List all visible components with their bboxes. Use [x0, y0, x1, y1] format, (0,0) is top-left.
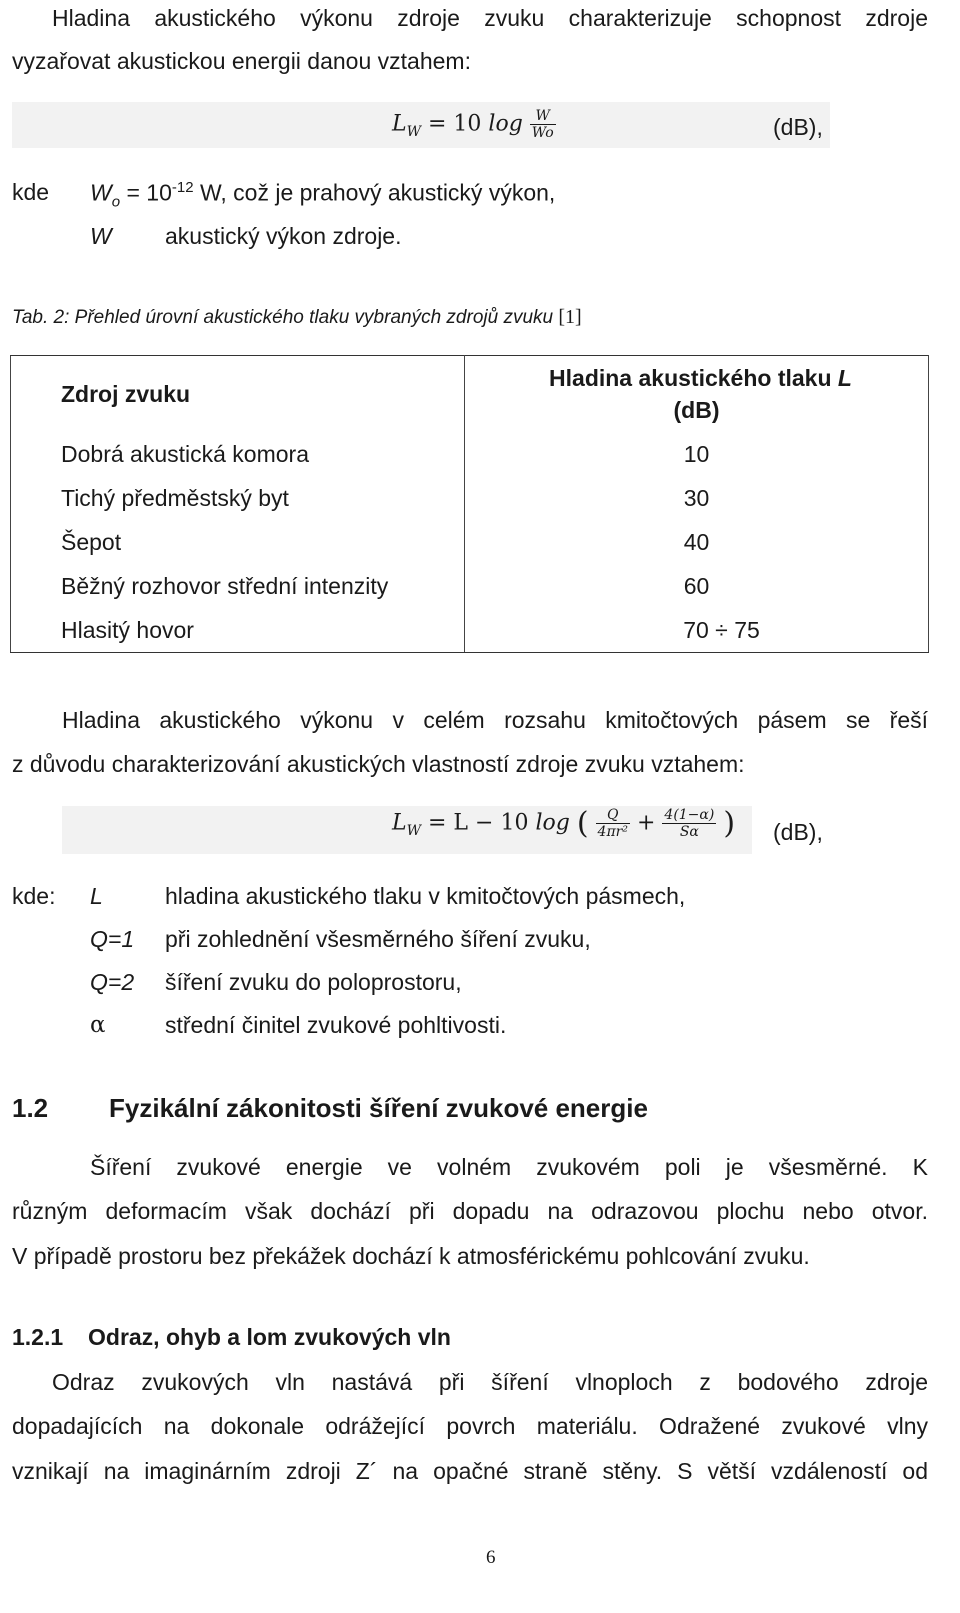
- section-1-2-number: 1.2: [12, 1093, 49, 1123]
- eq1-denominator: Wo: [531, 125, 554, 141]
- equation-2: [392, 806, 735, 841]
- page-number: 6: [486, 1547, 496, 1568]
- where2-symbol: [90, 969, 134, 996]
- table-header-row: [11, 356, 929, 433]
- where2-symbol: α: [90, 1012, 106, 1038]
- table-header-level-line2: (dB): [673, 397, 720, 423]
- where1-r1-exponent: -12: [171, 179, 194, 196]
- table-cell-level: 30: [465, 476, 929, 520]
- eq2-lhs: L: [392, 810, 407, 836]
- eq2-f2-denominator: Sα: [679, 824, 699, 840]
- table-row: [11, 520, 929, 564]
- sound-level-table: [10, 355, 929, 653]
- where2-kde: kde:: [12, 883, 56, 909]
- table-header-source: Zdroj zvuku: [11, 356, 465, 433]
- where1-r2-text: akustický výkon zdroje.: [165, 223, 402, 249]
- eq1-fraction: [530, 108, 556, 141]
- table-cell-level: 70 ÷ 75: [465, 608, 929, 653]
- where1-r1-symbol: W: [90, 179, 112, 206]
- intro-line-2: vyzařovat akustickou energii danou vztahem:: [12, 48, 471, 74]
- where1-r2-symbol-text: W: [90, 223, 112, 249]
- where2-symbol-text: Q=1: [90, 926, 135, 952]
- table-cell-source: Šepot: [11, 520, 465, 564]
- eq2-log: log: [535, 810, 570, 836]
- eq1-equals: = 10: [428, 111, 482, 137]
- eq2-f2-numerator: 4(1−α): [664, 807, 715, 823]
- where2-symbol-text: Q=2: [90, 969, 135, 995]
- table-row: [11, 608, 929, 653]
- eq1-unit: (dB),: [773, 114, 823, 140]
- table-cell-level: 10: [465, 432, 929, 476]
- where2-text: hladina akustického tlaku v kmitočtových pásmech,: [165, 883, 686, 909]
- where2-symbol-text: L: [90, 883, 103, 909]
- table-row: [11, 476, 929, 520]
- section-1-2-1-number: 1.2.1: [12, 1324, 64, 1350]
- where1-r1-text-b: W, což je prahový akustický výkon,: [199, 179, 556, 206]
- section-1-2-1-title: Odraz, ohyb a lom zvukových vln: [88, 1324, 451, 1350]
- section-1-2-1-line-2: dopadajících na dokonale odrážející povrch materiálu. Odražené zvukové vlny: [12, 1413, 928, 1439]
- table-caption-ref: [1]: [558, 306, 582, 328]
- table-caption: [12, 306, 582, 329]
- eq2-open-paren: (: [576, 806, 589, 841]
- para2-line-2: z důvodu charakterizování akustických vlastností zdroje zvuku vztahem:: [12, 751, 745, 777]
- section-1-2-line-1: Šíření zvukové energie ve volném zvukovém poli je všesměrné. K: [90, 1154, 928, 1180]
- table-header-level-line1: Hladina akustického tlaku L: [549, 365, 852, 391]
- where2-text: střední činitel zvukové pohltivosti.: [165, 1012, 507, 1038]
- section-1-2-1-line-1: Odraz zvukových vln nastává při šíření vlnoploch z bodového zdroje: [52, 1369, 928, 1395]
- where2-symbol: [90, 926, 134, 953]
- eq2-plus: +: [636, 810, 656, 836]
- section-1-2-line-3: V případě prostoru bez překážek dochází k atmosférickému pohlcování zvuku.: [12, 1243, 810, 1269]
- section-1-2-1-line-3: vznikají na imaginárním zdroji Z´ na opačné straně stěny. S větší vzdáleností od: [12, 1458, 928, 1484]
- section-1-2-line-2: různým deformacím však dochází při dopadu na odrazovou plochu nebo otvor.: [12, 1198, 928, 1224]
- where2-symbol: [90, 883, 103, 910]
- eq2-equals: = L − 10: [428, 810, 529, 836]
- eq1-numerator: W: [530, 108, 556, 125]
- intro-line-1: Hladina akustického výkonu zdroje zvuku charakterizuje schopnost zdroje: [52, 5, 928, 31]
- eq2-fraction-1: [596, 807, 630, 840]
- where1-kde: kde: [12, 179, 50, 205]
- where1-r1-text-a: = 10: [126, 179, 172, 206]
- where2-text: šíření zvuku do poloprostoru,: [165, 969, 462, 995]
- table-row: [11, 432, 929, 476]
- table-cell-source: Tichý předměstský byt: [11, 476, 465, 520]
- table-cell-source: Dobrá akustická komora: [11, 432, 465, 476]
- table-header-level: [465, 356, 929, 433]
- eq1-lhs-sub: W: [406, 123, 421, 140]
- equation-1: [392, 108, 556, 141]
- eq2-f1-denominator: 4πr²: [597, 824, 628, 840]
- eq1-log: log: [488, 111, 523, 137]
- where1-r2-symbol: [90, 223, 112, 250]
- table-cell-source: Hlasitý hovor: [11, 608, 465, 653]
- where1-r1-sub: o: [111, 193, 121, 211]
- where2-text: při zohlednění všesměrného šíření zvuku,: [165, 926, 591, 952]
- para2-line-1: Hladina akustického výkonu v celém rozsahu kmitočtových pásem se řeší: [62, 707, 928, 733]
- table-caption-text: Tab. 2: Přehled úrovní akustického tlaku vybraných zdrojů zvuku: [12, 307, 554, 328]
- table-row: [11, 564, 929, 608]
- eq2-lhs-sub: W: [406, 822, 421, 839]
- eq1-lhs: L: [392, 111, 407, 137]
- table-cell-source: Běžný rozhovor střední intenzity: [11, 564, 465, 608]
- eq2-f1-numerator: Q: [596, 807, 630, 824]
- eq2-close-paren: ): [723, 806, 736, 841]
- section-1-2-title: Fyzikální zákonitosti šíření zvukové energie: [109, 1093, 648, 1123]
- table-cell-level: 40: [465, 520, 929, 564]
- eq2-unit: (dB),: [773, 819, 823, 845]
- where1-row-1: [90, 179, 555, 210]
- table-cell-level: 60: [465, 564, 929, 608]
- eq2-fraction-2: [662, 807, 716, 840]
